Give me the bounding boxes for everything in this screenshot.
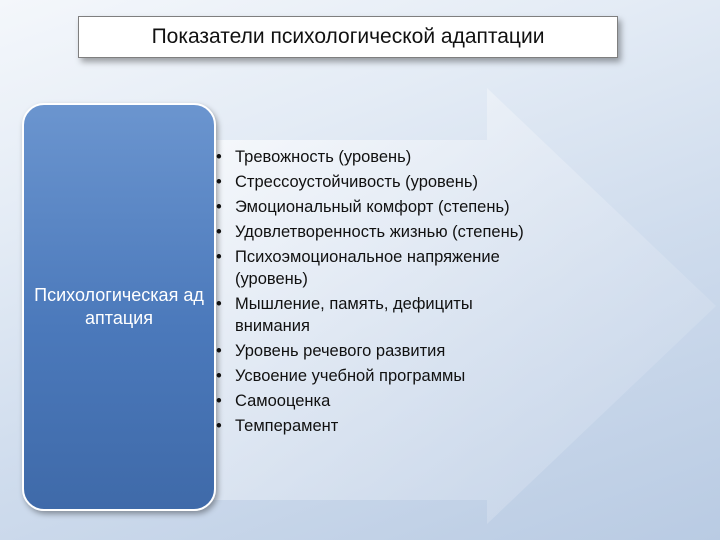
list-item: • Психоэмоциональное напряжение (уровень): [216, 246, 535, 290]
page-title: [78, 16, 618, 58]
list-item: • Усвоение учебной программы: [216, 365, 535, 387]
list-item: • Уровень речевого развития: [216, 340, 535, 362]
list-item: • Эмоциональный комфорт (степень): [216, 196, 535, 218]
list-item: • Темперамент: [216, 415, 535, 437]
list-item: • Стрессоустойчивость (уровень): [216, 171, 535, 193]
page-title-text: Показатели психологической адаптации: [151, 25, 545, 48]
list-item: • Удовлетворенность жизнью (степень): [216, 221, 535, 243]
list-item: • Тревожность (уровень): [216, 146, 535, 168]
indicator-list: [216, 146, 535, 440]
category-label: Психологическая адаптация: [34, 285, 204, 328]
list-item: • Самооценка: [216, 390, 535, 412]
category-box: [22, 103, 216, 511]
list-item: • Мышление, память, дефициты внимания: [216, 293, 535, 337]
